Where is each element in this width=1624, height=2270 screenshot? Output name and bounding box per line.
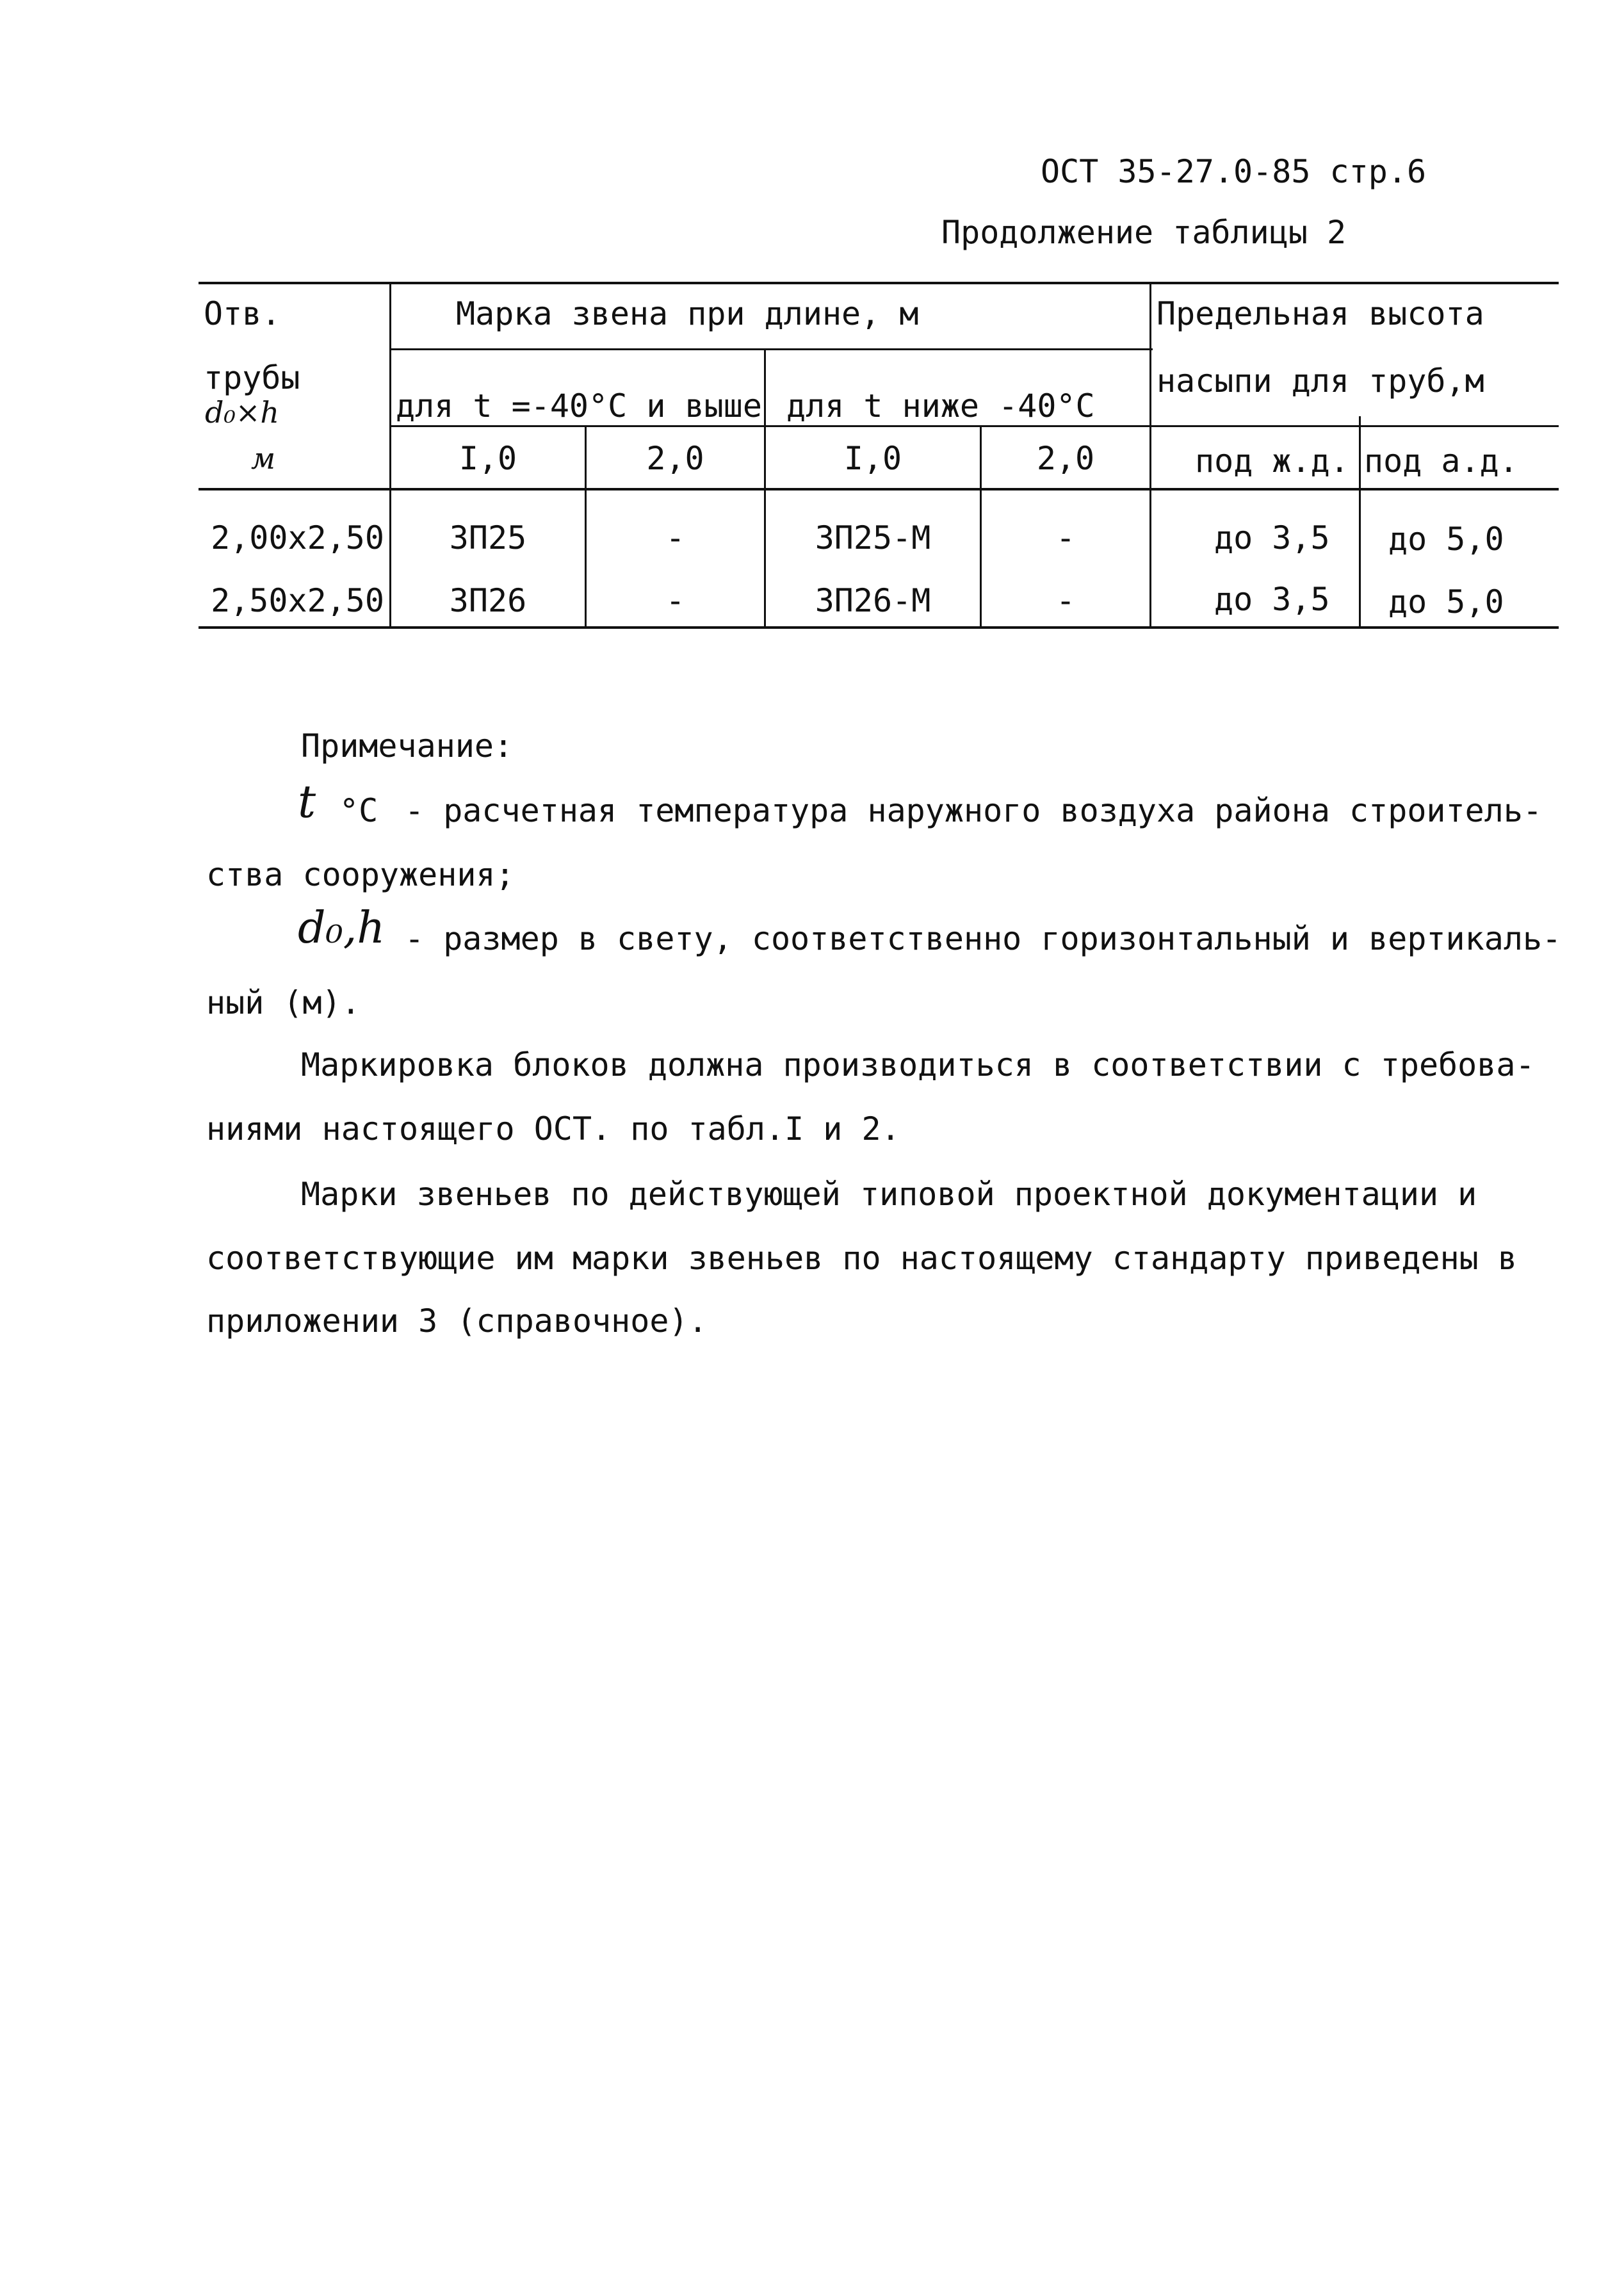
note-title: Примечание: xyxy=(301,727,514,765)
cell-size: 2,50x2,50 xyxy=(211,582,384,619)
cell-mark-2: - xyxy=(665,519,685,556)
paragraph-1-line1: Маркировка блоков должна производиться в соответствии с требова- xyxy=(301,1046,1535,1083)
col-header-pipe: трубы xyxy=(204,359,300,396)
document-reference: ОСТ 35-27.0-85 стр.6 xyxy=(1041,153,1427,190)
length-col-2: 2,0 xyxy=(646,440,704,477)
note-d-line2: ный (м). xyxy=(206,984,361,1021)
limit-header-line1: Предельная высота xyxy=(1157,295,1484,332)
header-bottom-border xyxy=(199,488,1559,490)
cell-rail-limit: до 3,5 xyxy=(1214,519,1330,556)
cell-mark-4: - xyxy=(1055,519,1076,556)
length-col-3: I,0 xyxy=(843,440,902,477)
cell-mark-4: - xyxy=(1055,582,1076,619)
length-col-1: I,0 xyxy=(459,440,517,477)
d-symbol: d₀,h xyxy=(298,903,386,953)
group-header-divider xyxy=(391,348,1153,350)
note-d-line1: - размер в свету, соответственно горизонтальный и вертикаль- xyxy=(405,920,1562,957)
paragraph-2-line1: Марки звеньев по действующей типовой проектной документации и xyxy=(301,1176,1477,1213)
cell-size: 2,00x2,50 xyxy=(211,519,384,556)
cell-road-limit: до 5,0 xyxy=(1388,583,1504,620)
t-symbol: t xyxy=(298,775,316,828)
t-unit: °С xyxy=(339,792,378,829)
length-col-4: 2,0 xyxy=(1036,440,1095,477)
sub-header-above-text: для t =-40°С и выше xyxy=(396,387,762,425)
cell-mark-1: 3П25 xyxy=(449,519,527,556)
cell-mark-1: 3П26 xyxy=(449,582,527,619)
paragraph-2-line3: приложении 3 (справочное). xyxy=(206,1302,708,1340)
col-divider-limits xyxy=(1359,416,1361,628)
table-bottom-border xyxy=(199,626,1559,629)
cell-road-limit: до 5,0 xyxy=(1388,521,1504,558)
col-divider-m4 xyxy=(1149,283,1151,628)
limit-header-line2: насыпи для труб,м xyxy=(1157,362,1484,400)
group-header-mark: Марка звена при длине, м xyxy=(456,295,919,332)
sub-header-below-minus40 xyxy=(786,387,1095,425)
cell-mark-3: 3П26-М xyxy=(815,582,931,619)
col-header-opening: Отв. xyxy=(204,295,281,332)
sub-header-above-minus40 xyxy=(396,387,762,425)
sub-header-divider xyxy=(391,425,1559,427)
cell-mark-2: - xyxy=(665,582,685,619)
paragraph-2-line2: соответствующие им марки звеньев по настоящему стандарту приведены в xyxy=(206,1240,1517,1277)
limit-col-road: под а.д. xyxy=(1364,442,1518,480)
col-header-dimension: d₀×h xyxy=(205,395,280,430)
limit-col-rail: под ж.д. xyxy=(1195,442,1349,480)
paragraph-1-line2: ниями настоящего ОСТ. по табл.I и 2. xyxy=(206,1110,900,1147)
note-t-line2: ства сооружения; xyxy=(206,856,515,893)
table-top-border xyxy=(199,282,1559,284)
cell-mark-3: 3П25-М xyxy=(815,519,931,556)
note-t-line1: - расчетная температура наружного воздуха района строитель- xyxy=(405,792,1543,829)
sub-header-below-text: для t ниже -40°С xyxy=(786,387,1095,425)
table-caption: Продолжение таблицы 2 xyxy=(941,214,1347,251)
col-header-unit: м xyxy=(251,441,276,476)
cell-rail-limit: до 3,5 xyxy=(1214,581,1330,618)
